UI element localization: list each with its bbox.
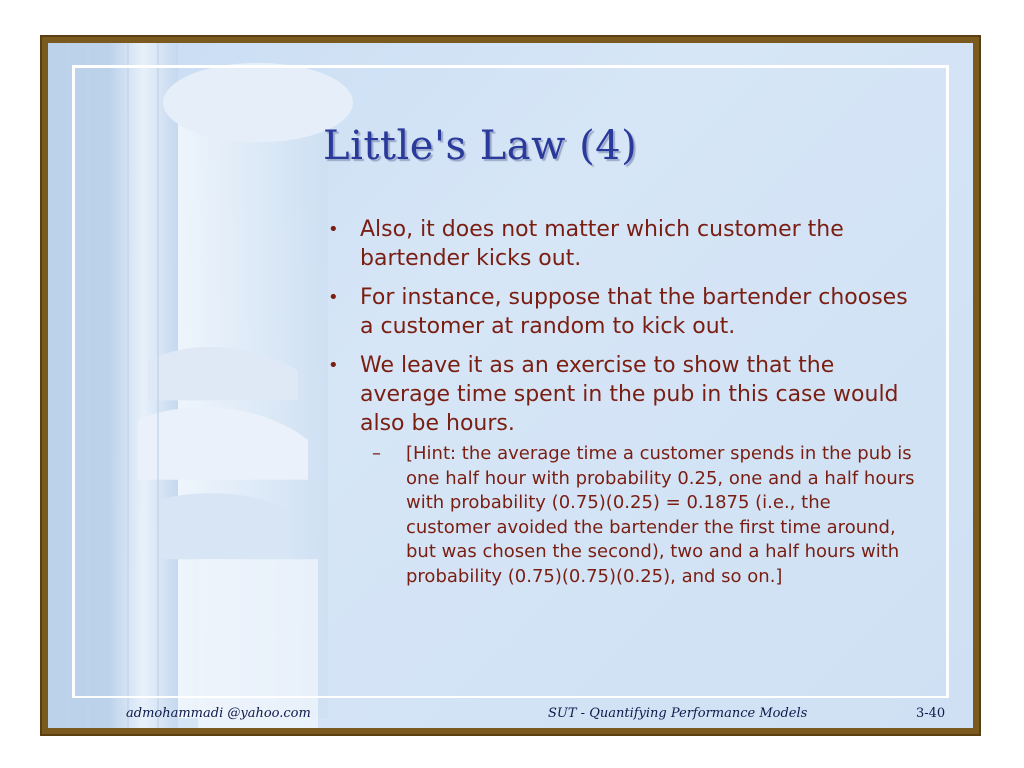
- footer-page-number: 3-40: [916, 706, 946, 721]
- bullet-text: We leave it as an exercise to show that the average time spent in the pub in this case would also be hours.: [360, 353, 899, 436]
- bullet-list: [320, 215, 920, 599]
- sub-bullet-item: [360, 442, 920, 589]
- slide-title: Little's Law (4): [323, 123, 638, 169]
- bullet-text: Also, it does not matter which customer the bartender kicks out.: [360, 217, 844, 271]
- bullet-marker: •: [328, 287, 339, 308]
- bullet-item: [320, 215, 920, 273]
- sub-bullet-list: [360, 442, 920, 589]
- slide-background: [48, 43, 973, 728]
- footer-divider: [72, 696, 949, 698]
- bullet-marker: •: [328, 355, 339, 376]
- slide-footer: [48, 702, 973, 726]
- footer-course: SUT - Quantifying Performance Models: [548, 706, 808, 721]
- sub-bullet-marker: –: [372, 443, 381, 464]
- footer-email: admohammadi @yahoo.com: [126, 706, 311, 721]
- bullet-item: [320, 283, 920, 341]
- bullet-marker: •: [328, 219, 339, 240]
- bullet-item: [320, 351, 920, 589]
- sub-bullet-text: [Hint: the average time a customer spends in the pub is one half hour with probability 0.25, one and a half hours with probability (0.75)(0.25) = 0.1875 (i.e., the customer avoided the bartender the first time around, but was chosen the second), two and a half hours with probability (0.75)(0.75)(0.25), and so on.]: [406, 443, 915, 587]
- slide-frame: [40, 35, 981, 736]
- bullet-text: For instance, suppose that the bartender chooses a customer at random to kick out.: [360, 285, 908, 339]
